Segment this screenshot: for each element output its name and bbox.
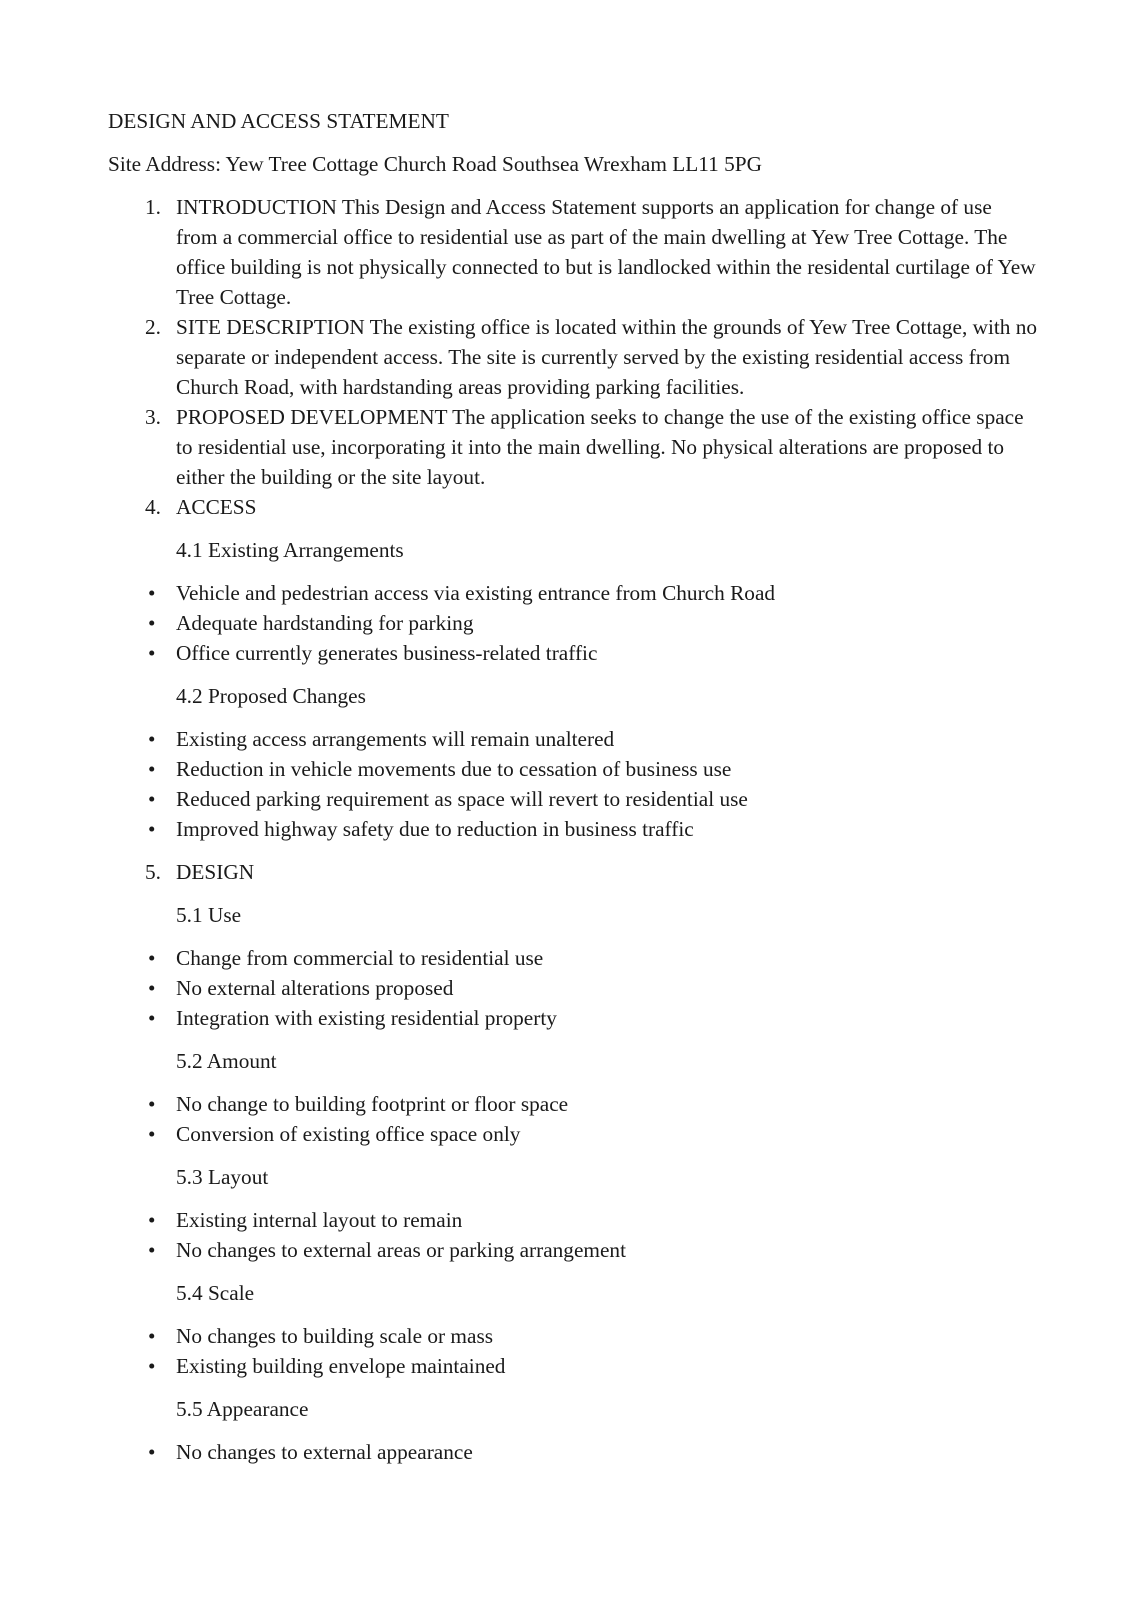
subheading-amount: 5.2 Amount [176,1049,277,1073]
section-design [108,857,1038,887]
section-number: 1. [145,195,161,219]
bullet-icon: • [148,1006,156,1030]
bullet-text: Existing building envelope maintained [176,1354,506,1378]
bullet-text: Vehicle and pedestrian access via existing entrance from Church Road [176,581,776,605]
subheading-appearance: 5.5 Appearance [176,1397,309,1421]
bullet-item [108,973,1038,1003]
subheading-layout: 5.3 Layout [176,1165,269,1189]
bullet-text: Reduction in vehicle movements due to cessation of business use [176,757,732,781]
bullet-icon: • [148,757,156,781]
bullet-item [108,1119,1038,1149]
bullet-item [108,724,1038,754]
section-text: PROPOSED DEVELOPMENT The application seeks to change the use of the existing office space to residential use, incorporating it into the main dwelling. No physical alterations are proposed to either the building or the site layout. [176,405,1024,489]
bullet-icon: • [148,641,156,665]
subheading-use: 5.1 Use [176,903,242,927]
bullet-item [108,1437,1038,1467]
bullet-text: No external alterations proposed [176,976,454,1000]
section-text: ACCESS [176,495,257,519]
bullet-list [108,1321,1038,1381]
bullet-item [108,578,1038,608]
subheading-scale: 5.4 Scale [176,1281,255,1305]
section-number: 5. [145,860,161,884]
section-introduction [108,192,1038,312]
section-text: DESIGN [176,860,255,884]
bullet-item [108,1351,1038,1381]
bullet-icon: • [148,946,156,970]
bullet-item [108,1235,1038,1265]
site-address: Site Address: Yew Tree Cottage Church Road Southsea Wrexham LL11 5PG [108,152,762,176]
bullet-list [108,1437,1038,1467]
bullet-item [108,784,1038,814]
bullet-text: Existing internal layout to remain [176,1208,463,1232]
bullet-item [108,1089,1038,1119]
bullet-text: No change to building footprint or floor space [176,1092,569,1116]
subheading-existing-arrangements: 4.1 Existing Arrangements [176,538,404,562]
bullet-icon: • [148,1354,156,1378]
bullet-icon: • [148,1238,156,1262]
bullet-icon: • [148,787,156,811]
bullet-item [108,754,1038,784]
bullet-list [108,578,1038,668]
bullet-icon: • [148,727,156,751]
subheading-proposed-changes: 4.2 Proposed Changes [176,684,366,708]
bullet-item [108,1321,1038,1351]
section-site-description [108,312,1038,402]
bullet-item [108,943,1038,973]
bullet-icon: • [148,1122,156,1146]
bullet-text: Existing access arrangements will remain unaltered [176,727,615,751]
bullet-text: Reduced parking requirement as space will revert to residential use [176,787,748,811]
document-title: DESIGN AND ACCESS STATEMENT [108,109,449,133]
section-proposed-development [108,402,1038,492]
bullet-icon: • [148,611,156,635]
bullet-list [108,1205,1038,1265]
section-list [108,857,1038,887]
bullet-list [108,724,1038,844]
bullet-item [108,1205,1038,1235]
bullet-icon: • [148,817,156,841]
section-number: 3. [145,405,161,429]
bullet-text: No changes to external appearance [176,1440,473,1464]
bullet-text: No changes to building scale or mass [176,1324,494,1348]
bullet-text: No changes to external areas or parking arrangement [176,1238,626,1262]
bullet-text: Change from commercial to residential use [176,946,544,970]
section-text: SITE DESCRIPTION The existing office is located within the grounds of Yew Tree Cottage, with no separate or independent access. The site is currently served by the existing residential access from Church Road, with hardstanding areas providing parking facilities. [176,315,1038,399]
bullet-item [108,1003,1038,1033]
bullet-text: Improved highway safety due to reduction in business traffic [176,817,694,841]
bullet-icon: • [148,1440,156,1464]
section-number: 4. [145,495,161,519]
document-page [108,106,1038,1480]
bullet-icon: • [148,581,156,605]
bullet-list [108,943,1038,1033]
bullet-icon: • [148,1208,156,1232]
bullet-item [108,814,1038,844]
section-access [108,492,1038,522]
section-list [108,192,1038,522]
bullet-text: Adequate hardstanding for parking [176,611,474,635]
bullet-list [108,1089,1038,1149]
bullet-icon: • [148,1324,156,1348]
bullet-icon: • [148,976,156,1000]
section-number: 2. [145,315,161,339]
bullet-item [108,638,1038,668]
bullet-text: Conversion of existing office space only [176,1122,521,1146]
section-text: INTRODUCTION This Design and Access Statement supports an application for change of use from a commercial office to residential use as part of the main dwelling at Yew Tree Cottage. The office building is not physically connected to but is landlocked within the residental curtilage of Yew Tree Cottage. [176,195,1036,309]
bullet-icon: • [148,1092,156,1116]
bullet-text: Integration with existing residential property [176,1006,557,1030]
bullet-text: Office currently generates business-related traffic [176,641,598,665]
bullet-item [108,608,1038,638]
